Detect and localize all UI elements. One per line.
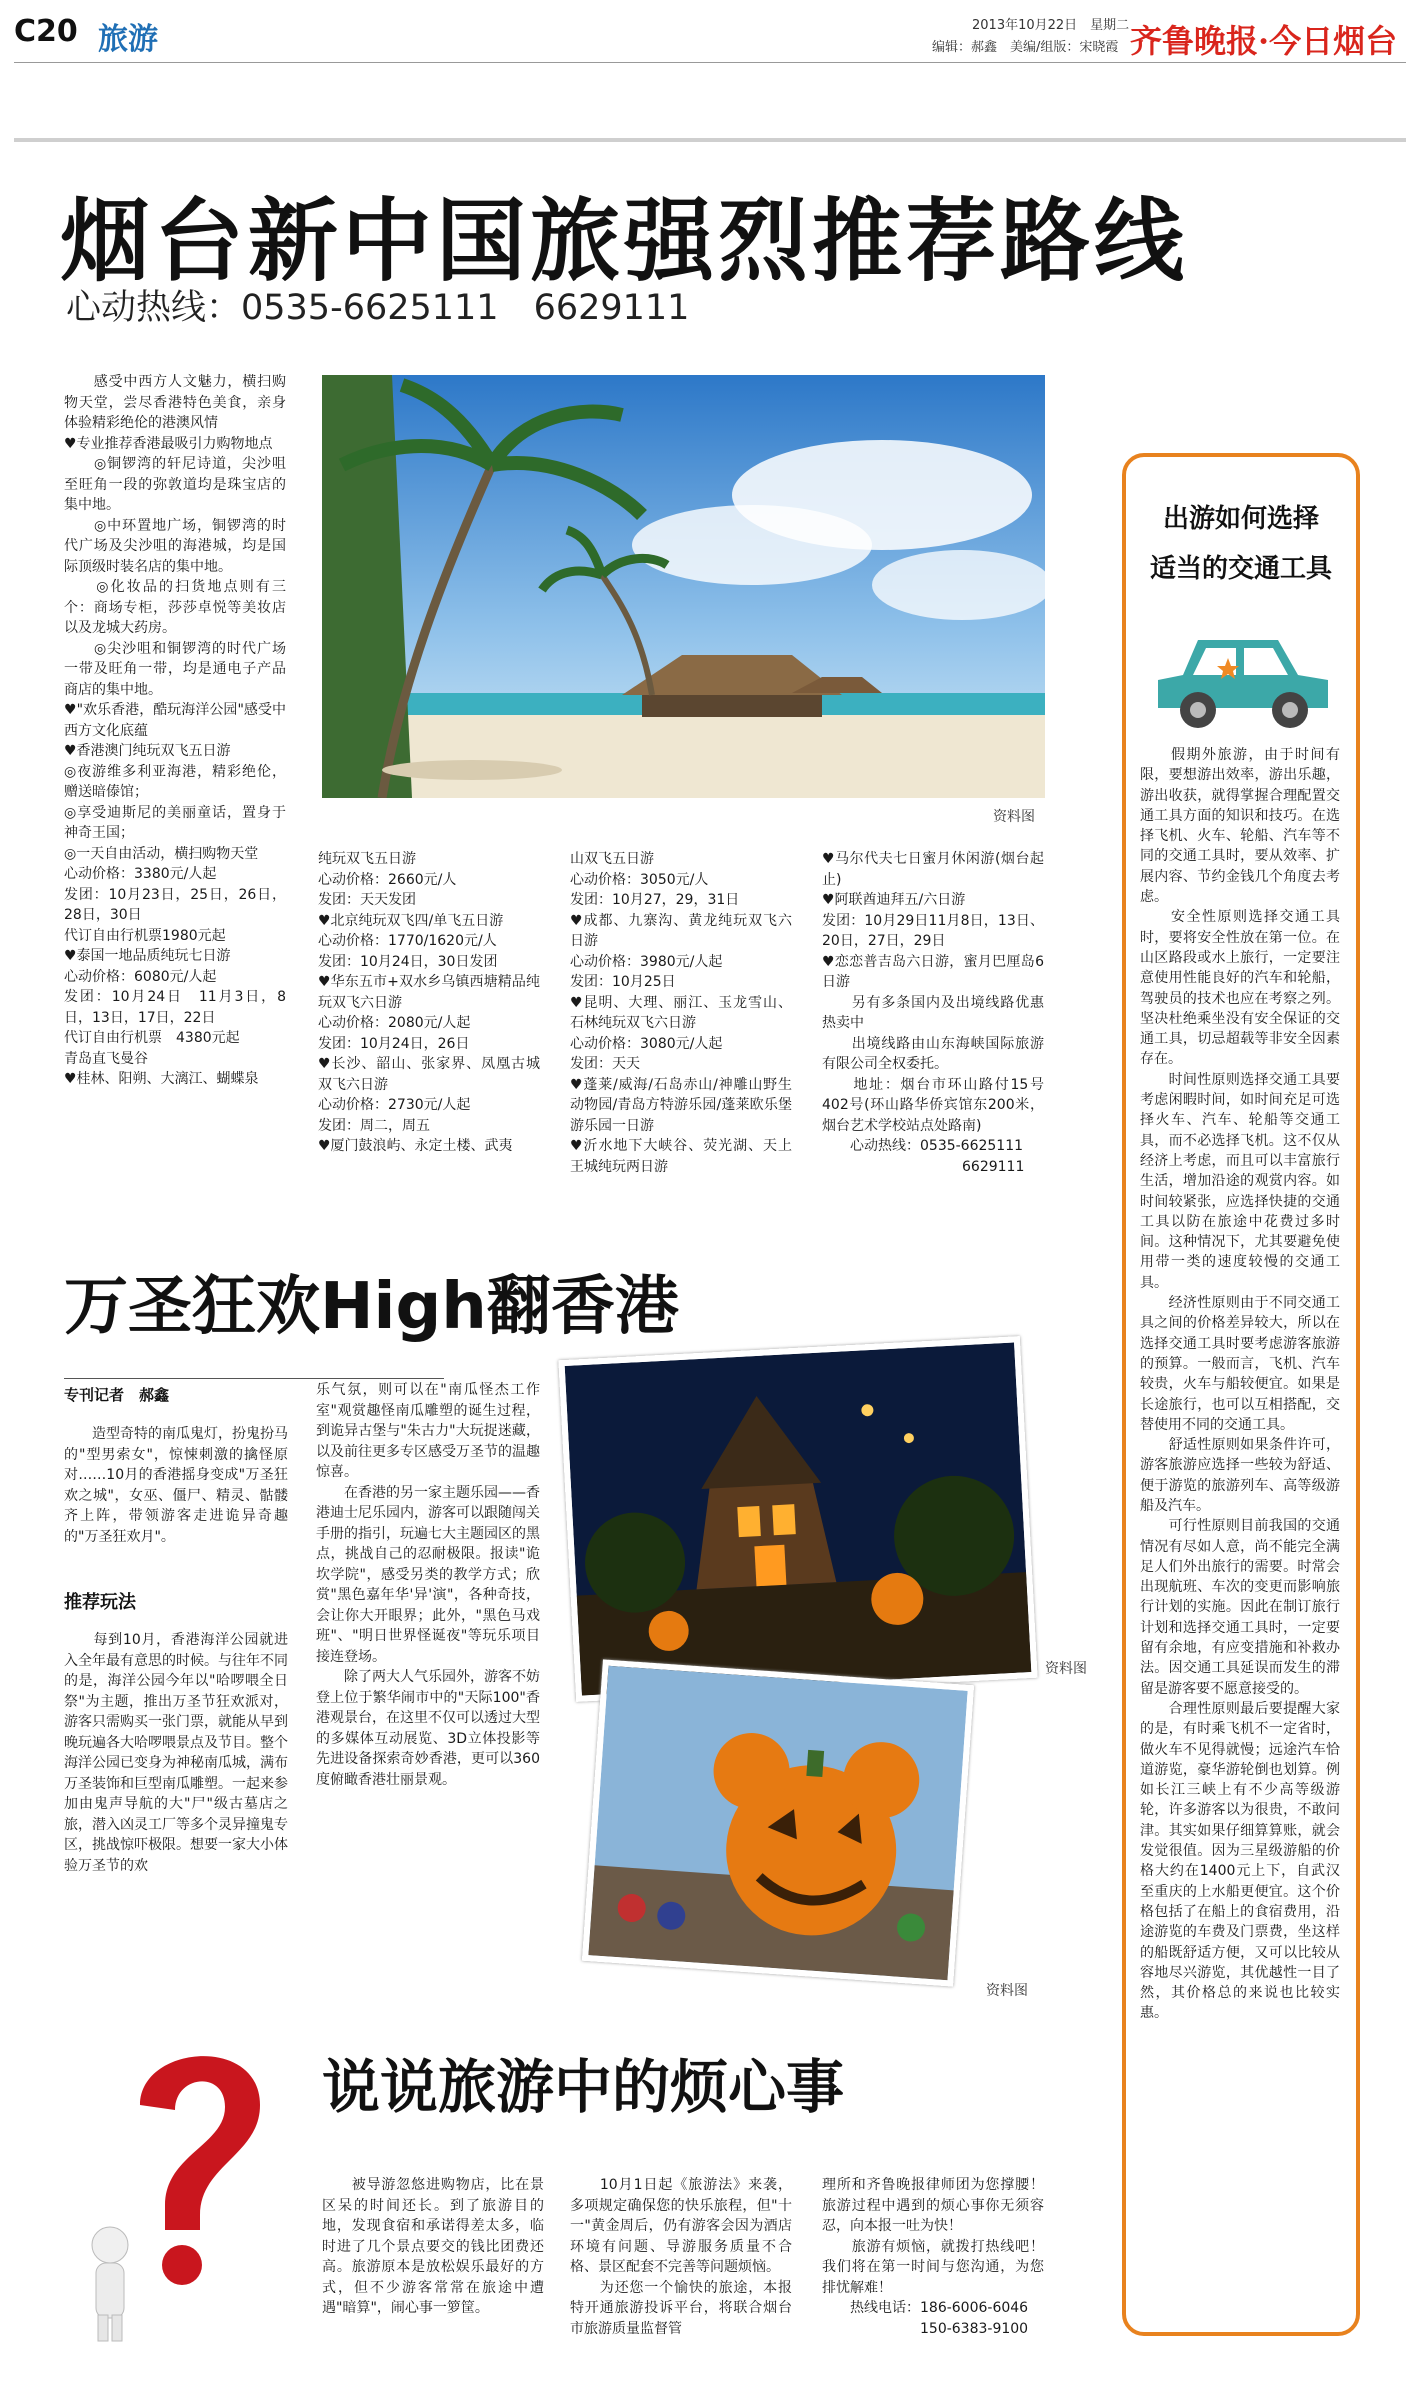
main-headline: 烟台新中国旅强烈推荐路线 [60, 189, 1188, 294]
halloween-body-1: 每到10月，香港海洋公园就进入全年最有意思的时候。与往年不同的是，海洋公园今年以"哈啰喂全日祭"为主题，推出万圣节狂欢派对，游客只需购买一张门票，就能从早到晚玩遍各大哈啰喂景点及节目。整个海洋公园已变身为神秘南瓜城，满布万圣装饰和巨型南瓜雕塑。一起来参加由鬼声导航的大"尸"级古墓店之旅，潜入凶灵工厂等多个灵异撞鬼专区，挑战惊吓极限。想要一家大小体验万圣节的欢 [64, 1632, 288, 1874]
page-number: C20 [14, 14, 78, 49]
trouble-column-2: 10月1日起《旅游法》来袭，多项规定确保您的快乐旅程，但"十一"黄金周后，仍有游客会因为酒店环境有问题、导游服务质量不合格、景区配套不完善等问题烦恼。 为还您一个愉快的旅途，本报特开通旅游投诉平台，将联合烟台市旅游质量监督管 [570, 2177, 792, 2337]
section-name: 旅游 [98, 22, 158, 57]
question-mark-figure [70, 2025, 290, 2345]
newspaper-brand: 齐鲁晚报·今日烟台 [1130, 22, 1398, 60]
hotline: 心动热线：0535-6625111 6629111 [66, 288, 690, 328]
route-column-4: ♥马尔代夫七日蜜月休闲游(烟台起止) ♥阿联酋迪拜五/六日游 发团：10月29日11月8日，13日、20日，27日，29日 ♥恋恋普吉岛六日游，蜜月巴厘岛6日游 另有多条国内及出境线路优惠热卖中 出境线路由山东海峡国际旅游有限公司全权委托。 地址：烟台市环山路付15号402号(环山路华侨宾馆东200米，烟台艺术学校站点处路南) 心动热线：0535-6625111 6629111 [822, 851, 1044, 1175]
route-column-3: 山双飞五日游 心动价格：3050元/人 发团：10月27，29，31日 ♥成都、九寨沟、黄龙纯玩双飞六日游 心动价格：3980元/人起 发团：10月25日 ♥昆明、大理、丽江、玉龙雪山、石林纯玩双飞六日游 心动价格：3080元/人起 发团：天天 ♥蓬莱/威海/石岛赤山/神雕山野生动物园/青岛方特游乐园/蓬莱欧乐堡游乐园一日游 ♥沂水地下大峡谷、荧光湖、天上王城纯玩两日游 [570, 851, 792, 1175]
subhead-recommend: 推荐玩法 [64, 1592, 136, 1613]
castle-photo [558, 1336, 1037, 1702]
beach-photo [322, 375, 1045, 798]
photo-credit-1: 资料图 [993, 809, 1035, 825]
header-divider [14, 62, 1406, 63]
route-column-1: 感受中西方人文魅力，横扫购物天堂，尝尽香港特色美食，亲身体验精彩绝伦的港澳风情 ♥专业推荐香港最吸引力购物地点 ◎铜锣湾的轩尼诗道，尖沙咀至旺角一段的弥敦道均是珠宝店的集中地。 ◎中环置地广场，铜锣湾的时代广场及尖沙咀的海港城，均是国际顶级时装名店的集中地。 ◎化妆品的扫货地点则有三个：商场专柜，莎莎卓悦等美妆店以及龙城大药房。 ◎尖沙咀和铜锣湾的时代广场一带及旺角一带，均是通电子产品商店的集中地。 ♥"欢乐香港，酷玩海洋公园"感受中西方文化底蕴 ♥香港澳门纯玩双飞五日游 ◎夜游维多利亚海港，精彩绝伦，赠送暗傣馆； ◎享受迪斯尼的美丽童话，置身于神奇王国； ◎一天自由活动，横扫购物天堂 心动价格：3380元/人起 发团：10月23日，25日，26日，28日，30日 代订自由行机票1980元起 ♥泰国一地品质纯玩七日游 心动价格：6080元/人起 发团：10月24日 11月3日，8日，13日，17日，22日 代订自由行机票 4380元起 青岛直飞曼谷 ♥桂林、阳朔、大漓江、蝴蝶泉 [64, 374, 286, 1087]
photo-credit-3: 资料图 [986, 1983, 1028, 1999]
pumpkin-photo [582, 1659, 974, 1986]
sidebar-title-line2: 适当的交通工具 [1149, 554, 1332, 584]
halloween-body-2: 乐气氛，则可以在"南瓜怪杰工作室"观赏趣怪南瓜雕塑的诞生过程，到诡异古堡与"朱古力"大玩捉迷藏，以及前往更多专区感受万圣节的温趣惊喜。 在香港的另一家主题乐园——香港迪士尼乐园内，游客可以跟随闯关手册的指引，玩遍七大主题园区的黑点，挑战自己的忍耐极限。报读"诡坎学院"，感受另类的教学方式；欣赏"黑色嘉年华'异'演"，各种奇技，会让你大开眼界；此外，"黑色马戏班"、"明日世界怪诞夜"等玩乐项目接连登场。 除了两大人气乐园外，游客不妨登上位于繁华闹市中的"天际100"香港观景台，在这里不仅可以透过大型的多媒体互动展览、3D立体投影等先进设备探索奇妙香港，更可以360度俯瞰香港壮丽景观。 [316, 1382, 540, 1788]
byline-rule [64, 1378, 444, 1379]
byline: 专刊记者 郝鑫 [64, 1386, 170, 1404]
halloween-intro: 造型奇特的南瓜鬼灯，扮鬼扮马的"型男索女"，惊悚刺激的擒怪原对……10月的香港摇身变成"万圣狂欢之城"，女巫、僵尸、精灵、骷髅齐上阵，带领游客走进诡异奇趣的"万圣狂欢月"。 [64, 1426, 288, 1545]
halloween-headline: 万圣狂欢High翻香港 [64, 1270, 679, 1344]
car-icon [1148, 620, 1338, 732]
photo-credit-2: 资料图 [1045, 1661, 1087, 1677]
sidebar-body: 假期外旅游，由于时间有限，要想游出效率，游出乐趣，游出收获，就得掌握合理配置交通工具方面的知识和技巧。在选择飞机、火车、轮船、汽车等不同的交通工具时，要从效率、扩展内容、节约金钱几个角度去考虑。 安全性原则选择交通工具时，要将安全性放在第一位。在山区路段或水上旅行，一定要注意使用性能良好的汽车和轮船，驾驶员的技术也应在考察之列。坚决杜绝乘坐没有安全保证的交通工具，切忌超载等非安全因素存在。 时间性原则选择交通工具要考虑闲暇时间，如时间充足可选择火车、汽车、轮船等交通工具，而不必选择飞机。这不仅从经济上考虑，而且可以丰富旅行生活，增加沿途的观赏内容。如时间较紧张，应选择快捷的交通工具以防在旅途中花费过多时间。这种情况下，尤其要避免使用带一类的速度较慢的交通工具。 经济性原则由于不同交通工具之间的价格差异较大，所以在选择交通工具时要考虑游客旅游的预算。一般而言，飞机、汽车较贵，火车与船较便宜。如果是长途旅行，也可以互相搭配，交替使用不同的交通工具。 舒适性原则如果条件许可，游客旅游应选择一些较为舒适、便于游览的旅游列车、高等级游船及汽车。 可行性原则目前我国的交通情况有尽如人意，尚不能完全满足人们外出旅行的需要。时常会出现航班、车次的变更而影响旅行计划的实施。因此在制订旅行计划和选择交通工具时，一定要留有余地，有应变措施和补救办法。因交通工具延误而发生的滞留是游客要不愿意接受的。 合理性原则最后要提醒大家的是，有时乘飞机不一定省时，做火车不见得就慢；远途汽车恰道游览，豪华游轮倒也划算。例如长江三峡上有不少高等级游轮，许多游客以为很贵，不敢问津。其实如果仔细算算账，就会发觉很值。因为三星级游船的价格大约在1400元上下，自武汉至重庆的上水船更便宜。这个价格包括了在船上的食宿费用，沿途游览的车费及门票费，坐这样的船既舒适方便，又可以比较从容地尽兴游览，其优越性一目了然，其价格总的来说也比较实惠。 [1140, 747, 1340, 2022]
route-column-2: 纯玩双飞五日游 心动价格：2660元/人 发团：天天发团 ♥北京纯玩双飞四/单飞五日游 心动价格：1770/1620元/人 发团：10月24日，30日发团 ♥华东五市+双水乡乌镇西塘精品纯玩双飞六日游 心动价格：2080元/人起 发团：10月24日，26日 ♥长沙、韶山、张家界、凤凰古城双飞六日游 心动价格：2730元/人起 发团：周二，周五 ♥厦门鼓浪屿、永定土楼、武夷 [318, 851, 540, 1154]
trouble-column-3: 理所和齐鲁晚报律师团为您撑腰！旅游过程中遇到的烦心事你无须容忍，向本报一吐为快！ 旅游有烦恼，就拨打热线吧！我们将在第一时间与您沟通，为您排忧解难！ 热线电话：186-6006-6046 150-6383-9100 [822, 2177, 1044, 2337]
sidebar-title-line1: 出游如何选择 [1162, 504, 1319, 534]
editors-credit: 编辑：郝鑫 美编/组版：宋晓霞 [932, 40, 1119, 55]
trouble-headline: 说说旅游中的烦心事 [322, 2053, 845, 2121]
top-rule [14, 138, 1406, 142]
trouble-column-1: 被导游忽悠进购物店，比在景区呆的时间还长。到了旅游目的地，发现食宿和承诺得差太多，临时进了几个景点要交的钱比团费还高。旅游原本是放松娱乐最好的方式，但不少游客常常在旅途中遭遇"暗算"，闹心事一箩筐。 [322, 2177, 544, 2316]
issue-date: 2013年10月22日 星期二 [972, 18, 1130, 33]
